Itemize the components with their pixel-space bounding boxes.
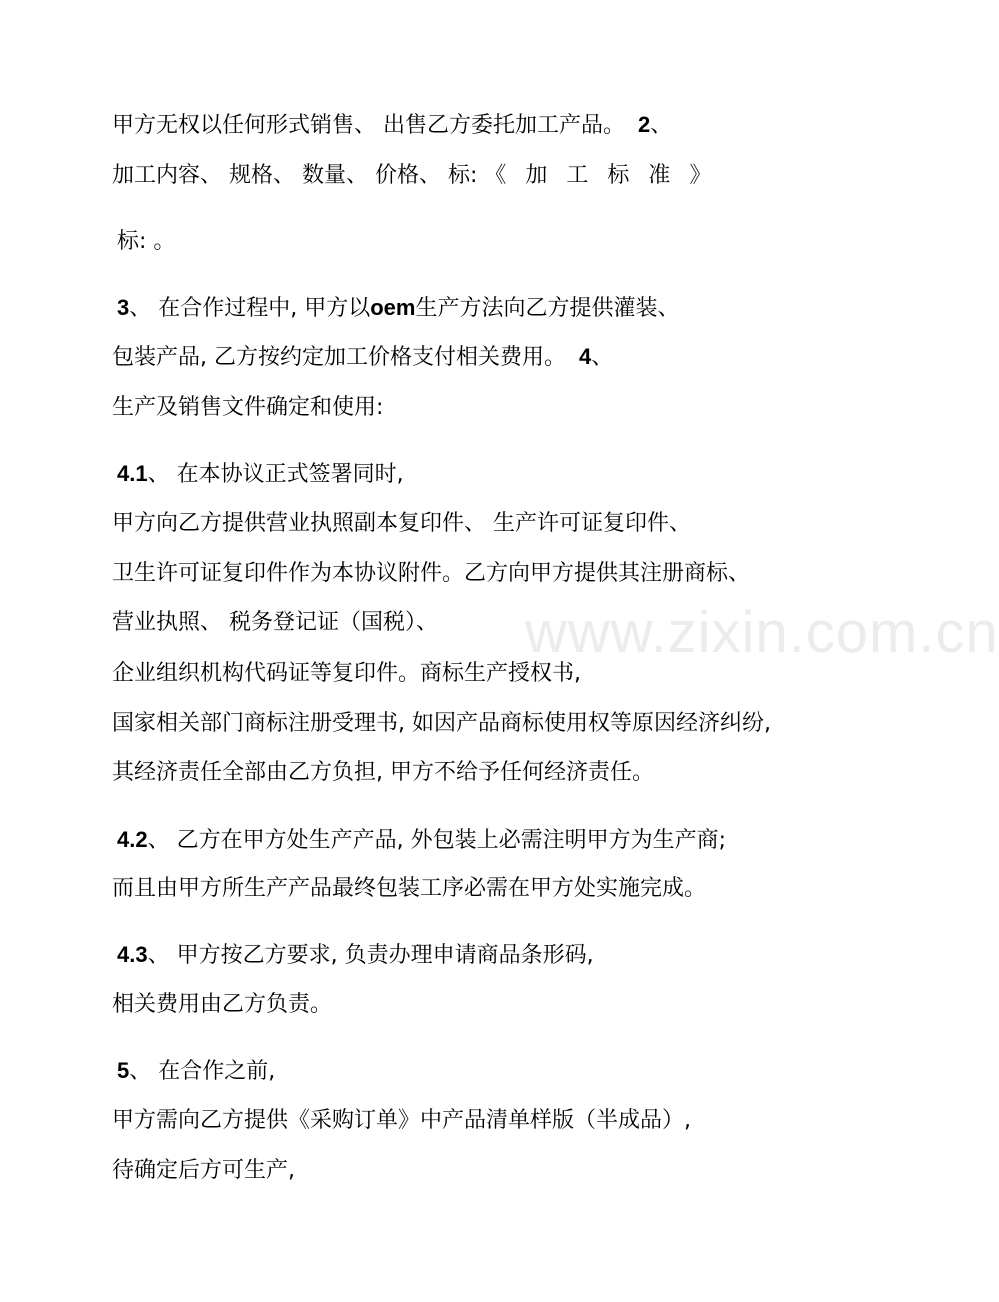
text-line-12 bbox=[112, 709, 771, 739]
line-text: 标: 。 bbox=[117, 229, 176, 254]
text-line-7 bbox=[117, 459, 404, 489]
line-text: 国家相关部门商标注册受理书, 如因产品商标使用权等原因经济纠纷, bbox=[112, 711, 771, 736]
line-text: 、 乙方在甲方处生产产品, 外包装上必需注明甲方为生产商; bbox=[147, 828, 726, 853]
line-text: 甲方向乙方提供营业执照副本复印件、 生产许可证复印件、 bbox=[112, 511, 691, 536]
line-text: 营业执照、 税务登记证（国税）、 bbox=[112, 610, 438, 635]
line-text: 、 甲方按乙方要求, 负责办理申请商品条形码, bbox=[147, 943, 594, 968]
text-line-2 bbox=[112, 161, 717, 191]
line-text: 、 在合作过程中, 甲方以 bbox=[129, 296, 371, 321]
line-text: 生产及销售文件确定和使用: bbox=[112, 395, 384, 420]
line-text: 加工内容、 规格、 数量、 价格、 标: bbox=[112, 163, 485, 188]
text-line-16 bbox=[117, 940, 594, 970]
text-line-19 bbox=[112, 1106, 691, 1136]
line-text: 其经济责任全部由乙方负担, 甲方不给予任何经济责任。 bbox=[112, 760, 654, 785]
line-text-continued: 生产方法向乙方提供灌装、 bbox=[415, 296, 680, 321]
text-line-15 bbox=[112, 874, 706, 904]
clause-separator: 、 bbox=[591, 345, 614, 370]
line-text: 、 在本协议正式签署同时, bbox=[147, 462, 404, 487]
line-text: 甲方需向乙方提供《采购订单》中产品清单样版（半成品）, bbox=[112, 1108, 691, 1133]
text-line-14 bbox=[117, 825, 726, 855]
text-line-13 bbox=[112, 758, 654, 788]
text-line-17 bbox=[112, 990, 332, 1020]
text-line-5 bbox=[112, 342, 613, 372]
text-line-18 bbox=[117, 1056, 275, 1086]
text-line-20 bbox=[112, 1156, 295, 1186]
text-line-11 bbox=[112, 659, 581, 689]
line-text: 企业组织机构代码证等复印件。商标生产授权书, bbox=[112, 661, 581, 686]
text-line-1 bbox=[112, 110, 672, 140]
line-text: 待确定后方可生产, bbox=[112, 1158, 295, 1183]
text-line-9 bbox=[112, 559, 750, 589]
text-line-6 bbox=[112, 393, 383, 423]
line-text: 卫生许可证复印件作为本协议附件。乙方向甲方提供其注册商标、 bbox=[112, 561, 751, 586]
text-line-3 bbox=[117, 227, 175, 257]
clause-number: 4.2 bbox=[117, 827, 148, 852]
line-text: 而且由甲方所生产产品最终包装工序必需在甲方处实施完成。 bbox=[112, 876, 707, 901]
clause-number: 3 bbox=[117, 295, 130, 320]
watermark: www.zixin.com.cn bbox=[525, 600, 999, 665]
line-text: 相关费用由乙方负责。 bbox=[112, 992, 333, 1017]
clause-separator: 、 bbox=[650, 113, 673, 138]
text-line-8 bbox=[112, 509, 691, 539]
text-line-10 bbox=[112, 608, 438, 638]
clause-number: 2 bbox=[638, 112, 651, 137]
clause-number: 4.1 bbox=[117, 461, 148, 486]
clause-number: 4 bbox=[579, 344, 592, 369]
clause-number: 5 bbox=[117, 1058, 130, 1083]
line-text: 甲方无权以任何形式销售、 出售乙方委托加工产品。 bbox=[112, 113, 625, 138]
line-text: 包装产品, 乙方按约定加工价格支付相关费用。 bbox=[112, 345, 566, 370]
line-text: 、 在合作之前, bbox=[129, 1059, 276, 1084]
text-line-4 bbox=[117, 293, 680, 323]
oem-term: oem bbox=[370, 295, 416, 320]
clause-number: 4.3 bbox=[117, 942, 148, 967]
standard-title: 《 加 工 标 准 》 bbox=[484, 163, 718, 188]
